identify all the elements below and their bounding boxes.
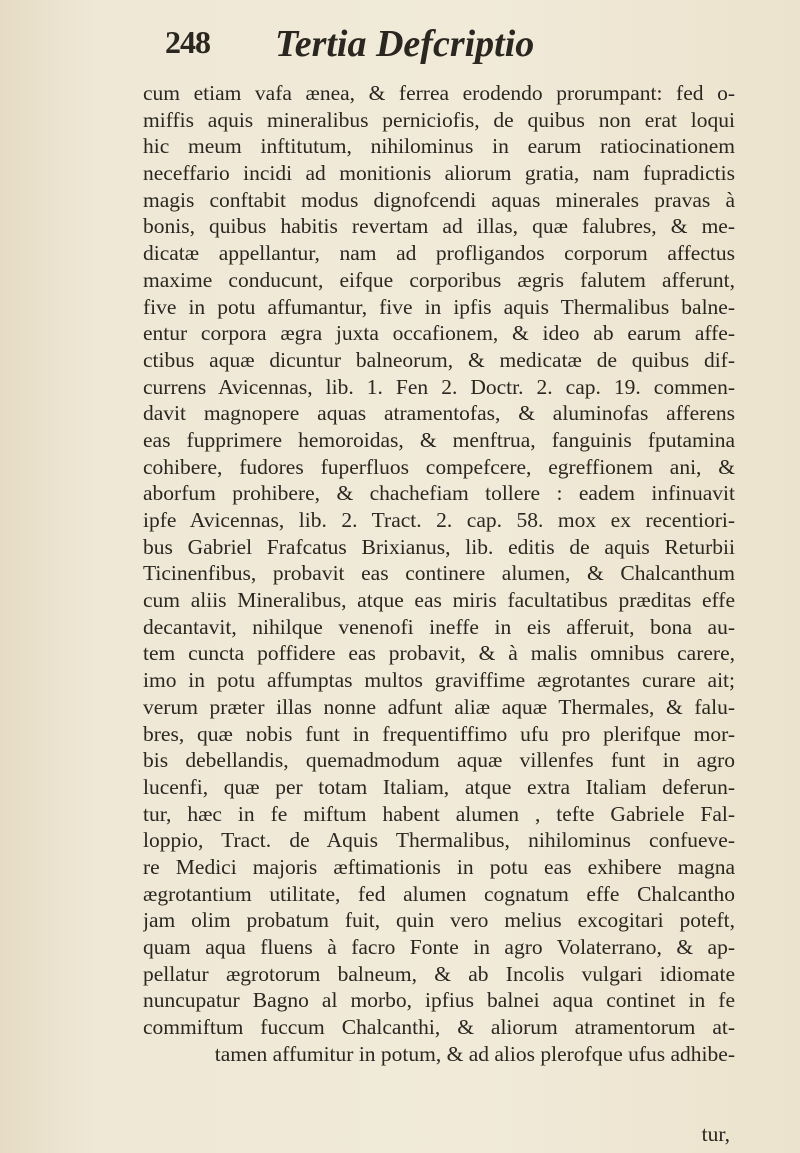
text-line: cum aliis Mineralibus, atque eas miris facultatibus præditas effe [143,588,735,613]
text-line: magis conftabit modus dignofcendi aquas minerales pravas à [143,187,735,212]
text-line: dicatæ appellantur, nam ad profligandos corporum affectus [143,241,735,266]
text-line: tem cuncta poffidere eas probavit, & à malis omnibus carere, [143,641,735,666]
text-line: maxime conducunt, eifque corporibus ægris falutem afferunt, [143,267,735,292]
text-line: bus Gabriel Frafcatus Brixianus, lib. editis de aquis Returbii [143,534,735,559]
text-line: ægrotantium utilitate, fed alumen cognatum effe Chalcantho [143,881,735,906]
text-line: jam olim probatum fuit, quin vero melius excogitari poteft, [143,908,735,933]
text-line: verum præter illas nonne adfunt aliæ aquæ Thermales, & falu- [143,694,735,719]
body-text [143,80,735,1067]
text-line: re Medici majoris æftimationis in potu eas exhibere magna [143,854,735,879]
text-line: quam aqua fluens à facro Fonte in agro Volaterrano, & ap- [143,935,735,959]
text-line: five in potu affumantur, five in ipfis aquis Thermalibus balne- [143,294,735,319]
text-line: pellatur ægrotorum balneum, & ab Incolis vulgari idiomate [143,961,735,986]
text-line: eas fupprimere hemoroidas, & menftrua, fanguinis fputamina [143,427,735,452]
text-line: lucenfi, quæ per totam Italiam, atque extra Italiam deferun- [143,774,735,799]
text-line: ipfe Avicennas, lib. 2. Tract. 2. cap. 58. mox ex recentiori- [143,508,735,532]
text-line: bis debellandis, quemadmodum aquæ villenfes funt in agro [143,748,735,773]
page-number: 248 [165,24,210,60]
text-line: bonis, quibus habitis revertam ad illas, quæ falubres, & me- [143,214,735,239]
catchword: tur, [701,1122,730,1146]
text-line: currens Avicennas, lib. 1. Fen 2. Doctr. 2. cap. 19. commen- [143,374,735,399]
text-line: loppio, Tract. de Aquis Thermalibus, nihilominus confueve- [143,828,735,853]
text-line: hic meum inftitutum, nihilominus in earum ratiocinationem [143,134,735,159]
page-header [165,18,725,74]
text-line: miffis aquis mineralibus perniciofis, de quibus non erat loqui [143,107,735,132]
text-line: imo in potu affumptas multos graviffime ægrotantes curare ait; [143,668,735,693]
text-line: tamen affumitur in potum, & ad alios plerofque ufus adhibe- [214,1041,735,1066]
text-line: cum etiam vafa æneа, & ferrea erodendo prorumpant: fed o- [143,81,735,105]
text-line: bres, quæ nobis funt in frequentiffimo ufu pro plerifque mor- [143,721,735,746]
text-line: decantavit, nihilque venenofi ineffe in eis afferuit, bona au- [143,614,735,639]
text-line: neceffario incidi ad monitionis aliorum gratia, nam fupradictis [143,161,735,186]
text-line: aborfum prohibere, & chachefiam tollere : eadem infinuavit [143,481,735,506]
text-line: commiftum fuccum Chalcanthi, & aliorum atramentorum at- [143,1015,735,1040]
text-line: davit magnopere aquas atramentofas, & aluminofas afferens [143,401,735,426]
running-head: Tertia Defcriptio [275,23,535,65]
text-line: cohibere, fudores fuperfluos compefcere, egreffionem ani, & [143,454,735,479]
text-line: entur corpora ægra juxta occafionem, & ideo ab earum affe- [143,321,735,346]
text-line: tur, hæc in fe miftum habent alumen , tefte Gabriele Fal- [143,801,735,826]
text-line: Ticinenfibus, probavit eas continere alumen, & Chalcanthum [143,561,735,586]
text-line: nuncupatur Bagno al morbo, ipfius balnei aqua continet in fe [143,988,735,1013]
text-line: ctibus aquæ dicuntur balneorum, & medicatæ de quibus dif- [143,347,735,372]
